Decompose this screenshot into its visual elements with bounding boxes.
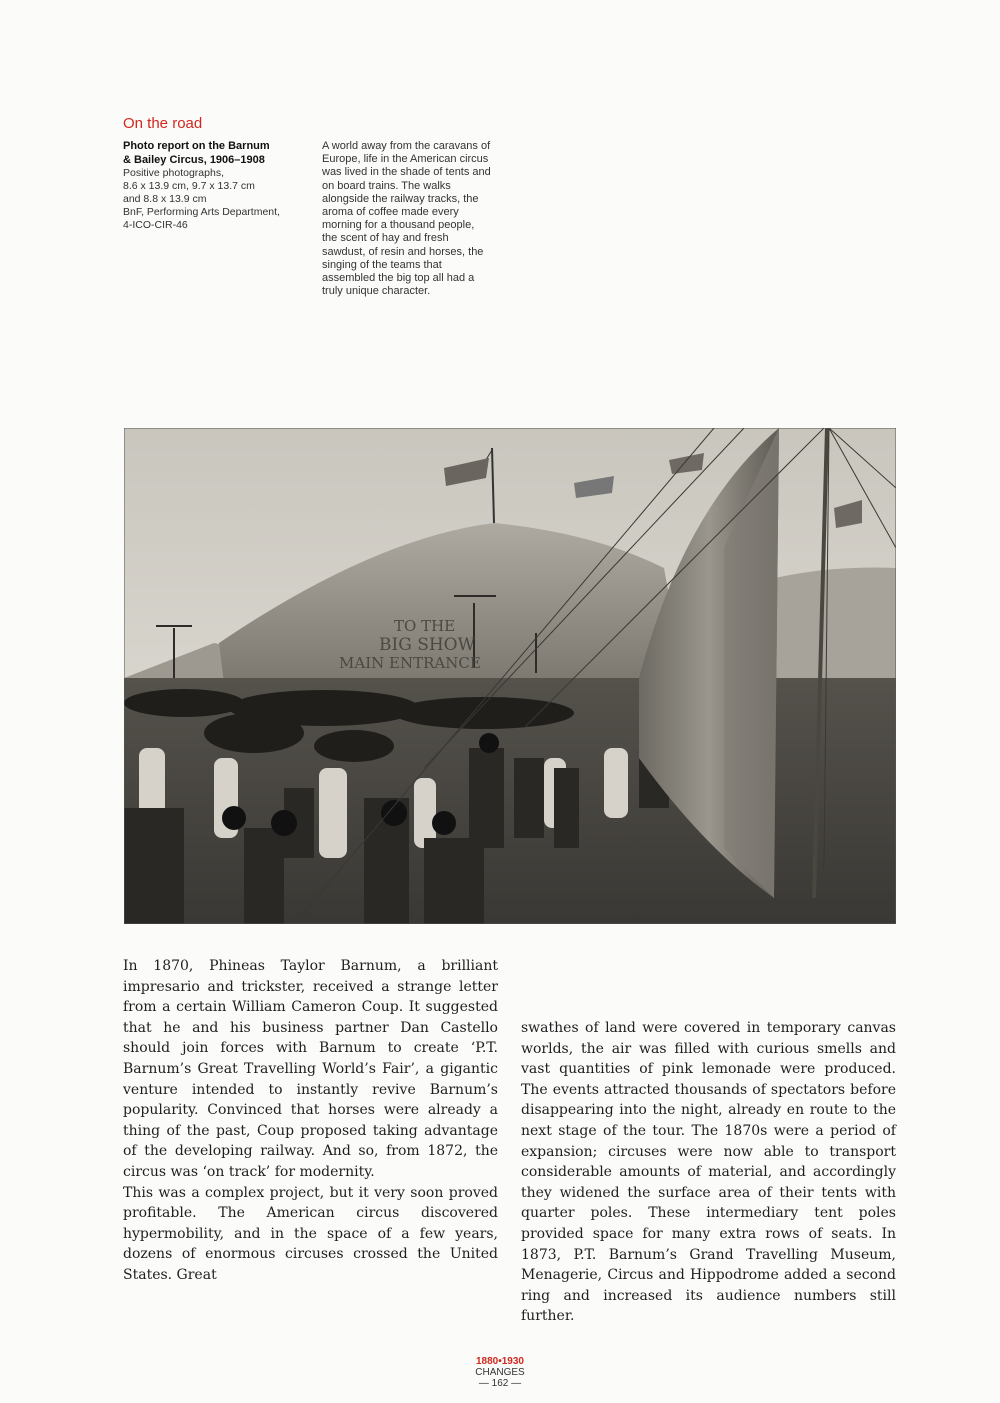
tent-sign-line-3: MAIN ENTRANCE [339, 654, 481, 672]
page-footer [0, 1356, 1000, 1389]
body-paragraph: This was a complex project, but it very soon proved profitable. The American circus discovered hypermobility, and in the space of a few years, dozens of enormous circuses crossed the United States. Great [123, 1184, 498, 1283]
body-paragraph: swathes of land were covered in temporary canvas worlds, the air was filled with curious smells and vast quantities of pink lemonade were produced. The events attracted thousands of spectators before disappearing into the night, already en route to the next stage of the tour. The 1870s were a period of expansion; circuses were now able to transport considerable amounts of material, and accordingly they widened the surface area of their tents with quarter poles. These intermediary tent poles provided space for many extra rows of seats. In 1873, P.T. Barnum’s Grand Travelling Museum, Menagerie, Circus and Hippodrome added a second ring and increased its audience numbers still further. [521, 1020, 896, 1325]
caption-title-line-2: & Bailey Circus, 1906–1908 [123, 153, 265, 166]
section-title: On the road [123, 115, 203, 132]
caption-line: 8.6 x 13.9 cm, 9.7 x 13.7 cm [123, 180, 255, 192]
caption-line: and 8.8 x 13.9 cm [123, 193, 207, 205]
intro-text: A world away from the caravans of Europe, life in the American circus was lived in the shade of tents and on board trains. The walks alongside the railway tracks, the aroma of coffee made every morning for a thousand people, the scent of hay and fresh sawdust, of resin and horses, the singing of the teams that assembled the big top all had a truly unique character. [322, 140, 491, 298]
caption-line: 4-ICO-CIR-46 [123, 219, 188, 231]
caption-line: Positive photographs, [123, 167, 224, 179]
body-column-right [521, 1018, 896, 1327]
body-column-left [123, 956, 498, 1286]
circus-photograph [124, 428, 896, 924]
page-number: — 162 — [478, 1378, 522, 1389]
footer-years: 1880•1930 [476, 1356, 524, 1367]
caption-line: BnF, Performing Arts Department, [123, 206, 280, 218]
footer-chapter: CHANGES [475, 1367, 525, 1378]
photo-caption [123, 140, 303, 232]
tent-sign-line-1: TO THE [394, 617, 456, 635]
tent-sign-line-2: BIG SHOW [379, 635, 476, 655]
caption-title-line-1: Photo report on the Barnum [123, 140, 270, 152]
body-paragraph: In 1870, Phineas Taylor Barnum, a brilliant impresario and trickster, received a strange letter from a certain William Cameron Coup. It suggested that he and his business partner Dan Castello should join forces with Barnum to create ‘P.T. Barnum’s Great Travelling World’s Fair’, a gigantic venture intended to instantly revive Barnum’s popularity. Convinced that horses were already a thing of the past, Coup proposed taking advantage of the developing railway. And so, from 1872, the circus was ‘on track’ for modernity. [123, 958, 498, 1180]
